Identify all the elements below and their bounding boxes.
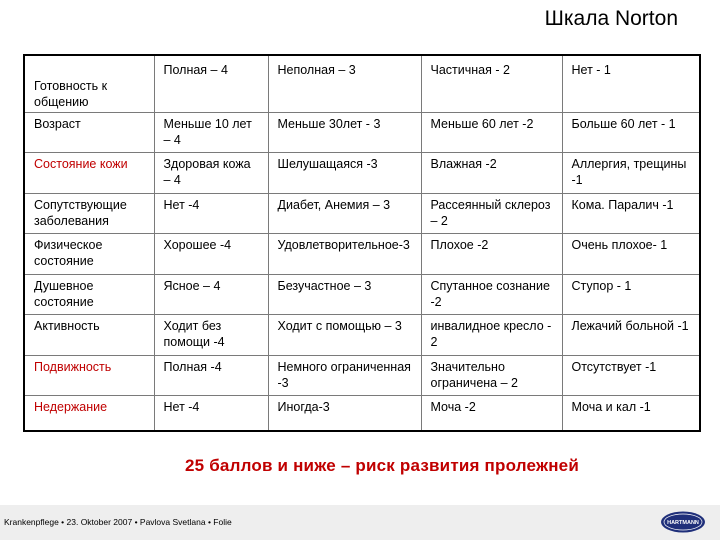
- table-cell: Аллергия, трещины -1: [562, 152, 700, 193]
- table-cell: инвалидное кресло - 2: [421, 314, 562, 355]
- table-cell: Безучастное – 3: [268, 274, 421, 314]
- risk-summary-text: 25 баллов и ниже – риск развития пролежней: [185, 456, 579, 475]
- table-cell: Иногда-3: [268, 395, 421, 431]
- table-cell: Частичная - 2: [421, 55, 562, 112]
- table-cell: Значительно ограничена – 2: [421, 355, 562, 395]
- table-cell: Спутанное сознание -2: [421, 274, 562, 314]
- logo-text: HARTMANN: [667, 520, 699, 526]
- table-cell: Плохое -2: [421, 233, 562, 274]
- hartmann-logo: [660, 510, 706, 534]
- row-label: Подвижность: [24, 355, 154, 395]
- table-row: [24, 395, 700, 431]
- norton-scale-table: [23, 54, 701, 432]
- table-cell: Полная -4: [154, 355, 268, 395]
- table-cell: Полная – 4: [154, 55, 268, 112]
- table-cell: Моча и кал -1: [562, 395, 700, 431]
- table-row: [24, 355, 700, 395]
- table-row: [24, 112, 700, 152]
- table-cell: Ясное – 4: [154, 274, 268, 314]
- row-label: Активность: [24, 314, 154, 355]
- table-cell: Больше 60 лет - 1: [562, 112, 700, 152]
- table-row: [24, 233, 700, 274]
- table-row: [24, 314, 700, 355]
- table-cell: Шелушащаяся -3: [268, 152, 421, 193]
- table-cell: Неполная – 3: [268, 55, 421, 112]
- table-cell: Кома. Паралич -1: [562, 193, 700, 233]
- table-cell: Моча -2: [421, 395, 562, 431]
- table-cell: Меньше 10 лет – 4: [154, 112, 268, 152]
- footer-text: Krankenpflege • 23. Oktober 2007 • Pavlova Svetlana • Folie: [4, 517, 232, 527]
- row-label: Состояние кожи: [24, 152, 154, 193]
- table-cell: Диабет, Анемия – 3: [268, 193, 421, 233]
- table-cell: Отсутствует -1: [562, 355, 700, 395]
- table-cell: Влажная -2: [421, 152, 562, 193]
- table-cell: Хорошее -4: [154, 233, 268, 274]
- table-cell: Нет -4: [154, 193, 268, 233]
- table-row: [24, 193, 700, 233]
- table-cell: Ступор - 1: [562, 274, 700, 314]
- table-row: [24, 152, 700, 193]
- row-label: Физическое состояние: [24, 233, 154, 274]
- table-cell: Ходит с помощью – 3: [268, 314, 421, 355]
- table-cell: Меньше 60 лет -2: [421, 112, 562, 152]
- risk-summary: [0, 456, 720, 476]
- row-label: Готовность к общению: [24, 55, 154, 112]
- table-cell: Здоровая кожа – 4: [154, 152, 268, 193]
- table-cell: Нет - 1: [562, 55, 700, 112]
- row-label: Недержание: [24, 395, 154, 431]
- table-row: [24, 55, 700, 112]
- table-cell: Ходит без помощи -4: [154, 314, 268, 355]
- table-cell: Меньше 30лет - 3: [268, 112, 421, 152]
- table-cell: Удовлетворительное-3: [268, 233, 421, 274]
- table-cell: Рассеянный склероз – 2: [421, 193, 562, 233]
- row-label: Сопутствующие заболевания: [24, 193, 154, 233]
- row-label: Душевное состояние: [24, 274, 154, 314]
- slide-title: Шкала Norton: [544, 7, 678, 30]
- table-cell: Очень плохое- 1: [562, 233, 700, 274]
- table-cell: Немного ограниченная -3: [268, 355, 421, 395]
- table-cell: Нет -4: [154, 395, 268, 431]
- row-label: Возраст: [24, 112, 154, 152]
- table-cell: Лежачий больной -1: [562, 314, 700, 355]
- table-row: [24, 274, 700, 314]
